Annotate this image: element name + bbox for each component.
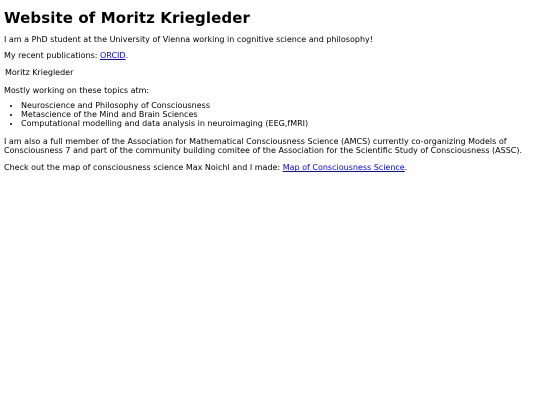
profile-image [4, 68, 536, 78]
publications-line [4, 51, 536, 60]
map-suffix: . [404, 163, 408, 173]
map-line [4, 163, 536, 172]
topics-heading: Mostly working on these topics atm: [4, 85, 150, 95]
publications-prefix: My recent publications: [4, 51, 100, 61]
map-prefix: Check out the map of consciousness science Max Noichl and I made: [4, 163, 283, 173]
list-item: • Neuroscience and Philosophy of Consciousness [21, 101, 536, 110]
page-title: Website of Moritz Kriegleder [4, 9, 251, 27]
publications-suffix: . [125, 51, 129, 61]
intro-text: I am a PhD student at the University of Vienna working in cognitive science and philosophy! [4, 35, 373, 44]
list-item: • Computational modelling and data analysis in neuroimaging (EEG,fMRI) [21, 119, 536, 128]
topics-list [4, 101, 536, 129]
profile-image-alt-text: Moritz Kriegleder [5, 67, 74, 77]
orcid-link[interactable]: ORCID [100, 51, 126, 61]
map-of-consciousness-science-link[interactable]: Map of Consciousness Science [282, 163, 405, 173]
list-item: • Metascience of the Mind and Brain Sciences [21, 110, 536, 119]
page [0, 0, 540, 173]
membership-text: I am also a full member of the Association for Mathematical Consciousness Science (AMCS) currently co-organizing Models of Consciousness 7 and part of the community building comitee of the Association for the Scientific Study of Consciousness (ASSC). [4, 136, 523, 156]
